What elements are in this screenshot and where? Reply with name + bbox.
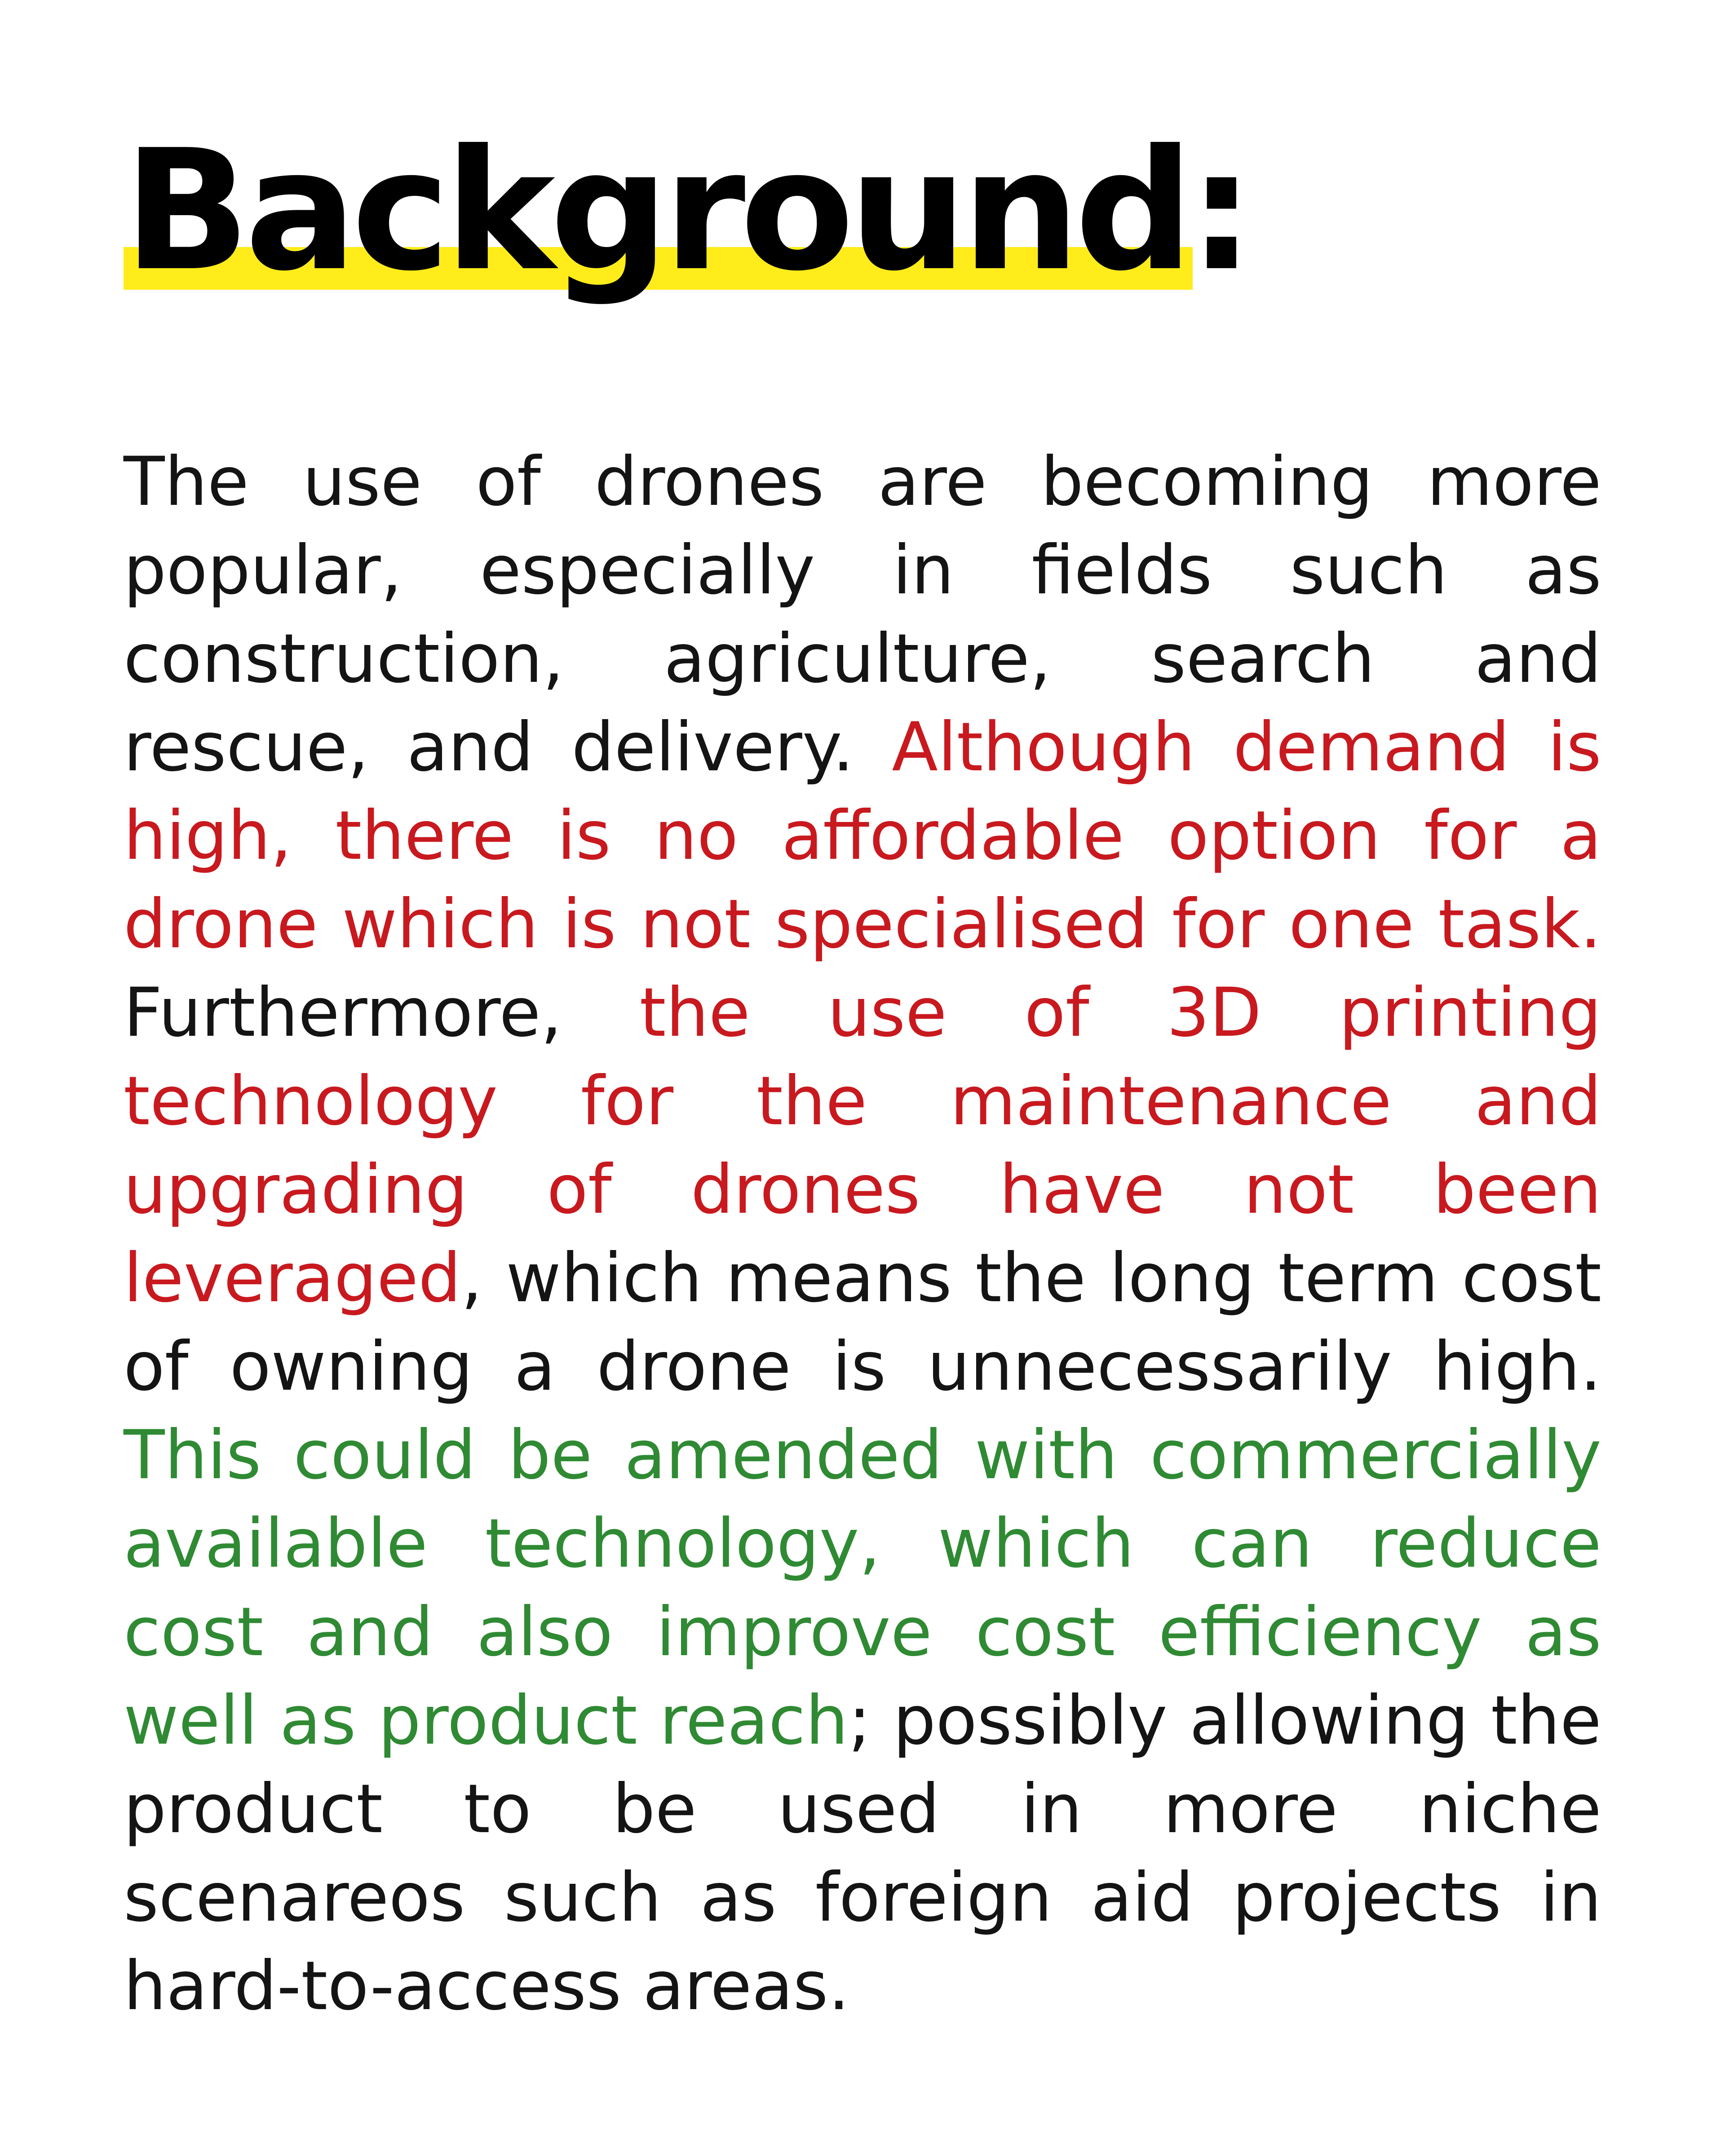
text-segment-problem-3d-printing: the use of 3D printing technology for the maintenance and upgrading of drones have not been leveraged (124, 974, 1601, 1317)
page-title: Background: (124, 115, 1250, 308)
text-segment-intro: The use of drones are becoming more popular, especially in fields such as construction, agriculture, search and rescue, and delivery. (124, 443, 1601, 786)
background-paragraph (124, 438, 1601, 2031)
text-segment-consequence: , which means the long term cost of owning a drone is unnecessarily high. (124, 1239, 1601, 1406)
heading-block (124, 112, 1249, 310)
text-segment-transition: Furthermore, (124, 974, 640, 1052)
text-segment-problem-affordability: Although demand is high, there is no affordable option for a drone which is not specialised for one task. (124, 708, 1601, 963)
text-segment-solution: This could be amended with commercially available technology, which can reduce cost and also improve cost efficiency as well as product reach (124, 1416, 1601, 1760)
text-segment-outcome: ; possibly allowing the product to be used in more niche scenareos such as foreign aid projects in hard-to-access areas. (124, 1682, 1601, 2025)
